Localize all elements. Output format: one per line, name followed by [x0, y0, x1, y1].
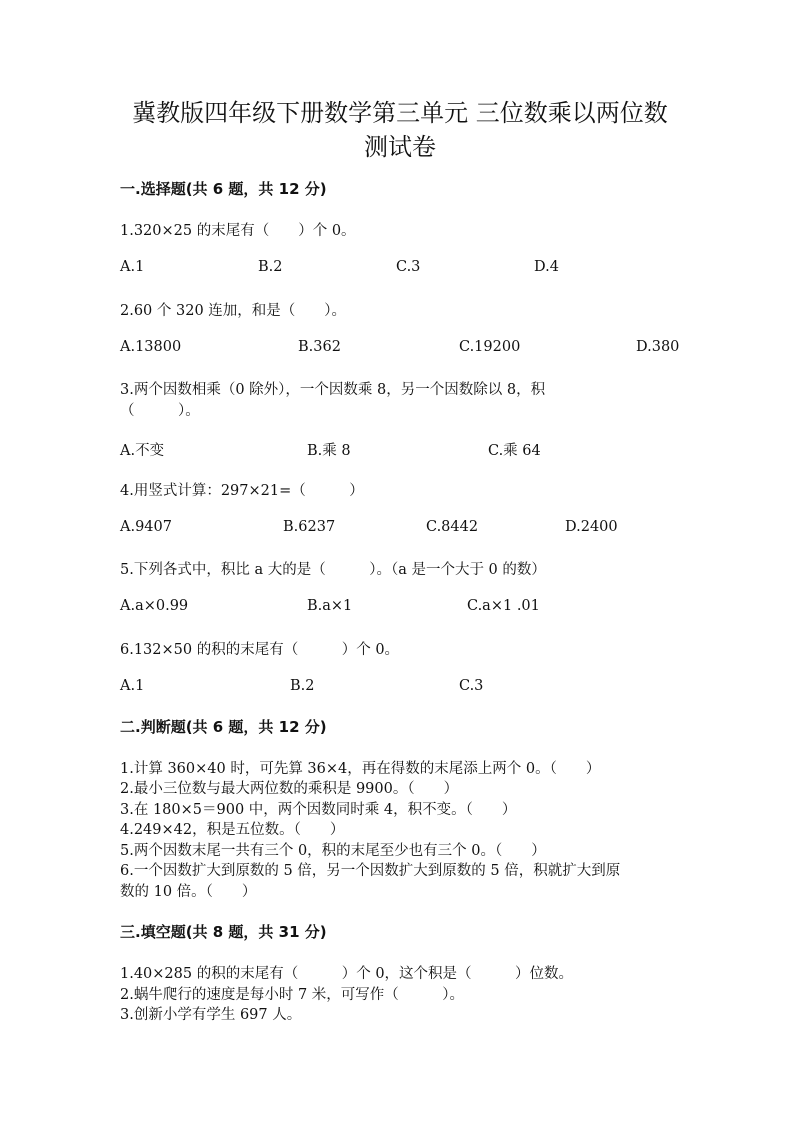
q4-option-b[interactable]: B.6237 [283, 519, 336, 535]
fill-item: 2.蜗牛爬行的速度是每小时 7 米，可写作（ ）。 [120, 987, 465, 1003]
q5-option-b[interactable]: B.a×1 [307, 598, 353, 614]
fill-item: 3.创新小学有学生 697 人。 [120, 1007, 302, 1023]
section-heading-fill: 三.填空题(共 8 题，共 31 分) [120, 923, 327, 941]
question-2: 2.60 个 320 连加，和是（ ）。 [120, 303, 347, 319]
title-line-1: 冀教版四年级下册数学第三单元 三位数乘以两位数 [132, 99, 668, 127]
judgment-item-cont: 数的 10 倍。（ ） [120, 884, 257, 900]
q5-option-c[interactable]: C.a×1 .01 [467, 598, 540, 614]
section-heading-judgment: 二.判断题(共 6 题，共 12 分) [120, 718, 327, 736]
q2-option-c[interactable]: C.19200 [459, 339, 521, 355]
question-5: 5.下列各式中，积比 a 大的是（ ）。（a 是一个大于 0 的数） [120, 562, 546, 578]
q2-option-a[interactable]: A.13800 [120, 339, 182, 355]
question-1: 1.320×25 的末尾有（ ）个 0。 [120, 223, 356, 239]
q4-option-c[interactable]: C.8442 [426, 519, 479, 535]
judgment-item: 1.计算 360×40 时，可先算 36×4，再在得数的末尾添上两个 0。（ ） [120, 761, 601, 777]
judgment-item: 4.249×42，积是五位数。（ ） [120, 822, 345, 838]
q6-option-c[interactable]: C.3 [459, 678, 484, 694]
q2-option-d[interactable]: D.380 [636, 339, 680, 355]
q1-option-c[interactable]: C.3 [396, 259, 421, 275]
q6-option-b[interactable]: B.2 [290, 678, 315, 694]
fill-item: 1.40×285 的积的末尾有（ ）个 0，这个积是（ ）位数。 [120, 966, 574, 982]
section-heading-choice: 一.选择题(共 6 题，共 12 分) [120, 180, 327, 198]
judgment-item: 2.最小三位数与最大两位数的乘积是 9900。（ ） [120, 781, 459, 797]
page-title [90, 96, 710, 164]
question-6: 6.132×50 的积的末尾有（ ）个 0。 [120, 642, 400, 658]
q1-option-d[interactable]: D.4 [534, 259, 559, 275]
q6-option-a[interactable]: A.1 [120, 678, 145, 694]
question-3: 3.两个因数相乘（0 除外），一个因数乘 8，另一个因数除以 8，积 [120, 382, 546, 398]
q1-option-a[interactable]: A.1 [120, 259, 145, 275]
q5-option-a[interactable]: A.a×0.99 [120, 598, 189, 614]
question-3-cont: （ ）。 [120, 403, 200, 419]
title-line-2: 测试卷 [364, 133, 436, 161]
q3-option-b[interactable]: B.乘 8 [307, 443, 351, 459]
judgment-item: 3.在 180×5＝900 中，两个因数同时乘 4，积不变。（ ） [120, 802, 517, 818]
question-4: 4.用竖式计算：297×21=（ ） [120, 483, 364, 499]
q3-option-a[interactable]: A.不变 [120, 443, 165, 459]
q2-option-b[interactable]: B.362 [298, 339, 341, 355]
q3-option-c[interactable]: C.乘 64 [488, 443, 541, 459]
q4-option-a[interactable]: A.9407 [120, 519, 172, 535]
q4-option-d[interactable]: D.2400 [565, 519, 618, 535]
judgment-item: 6.一个因数扩大到原数的 5 倍，另一个因数扩大到原数的 5 倍，积就扩大到原 [120, 863, 621, 879]
judgment-item: 5.两个因数末尾一共有三个 0，积的末尾至少也有三个 0。（ ） [120, 843, 546, 859]
q1-option-b[interactable]: B.2 [258, 259, 283, 275]
